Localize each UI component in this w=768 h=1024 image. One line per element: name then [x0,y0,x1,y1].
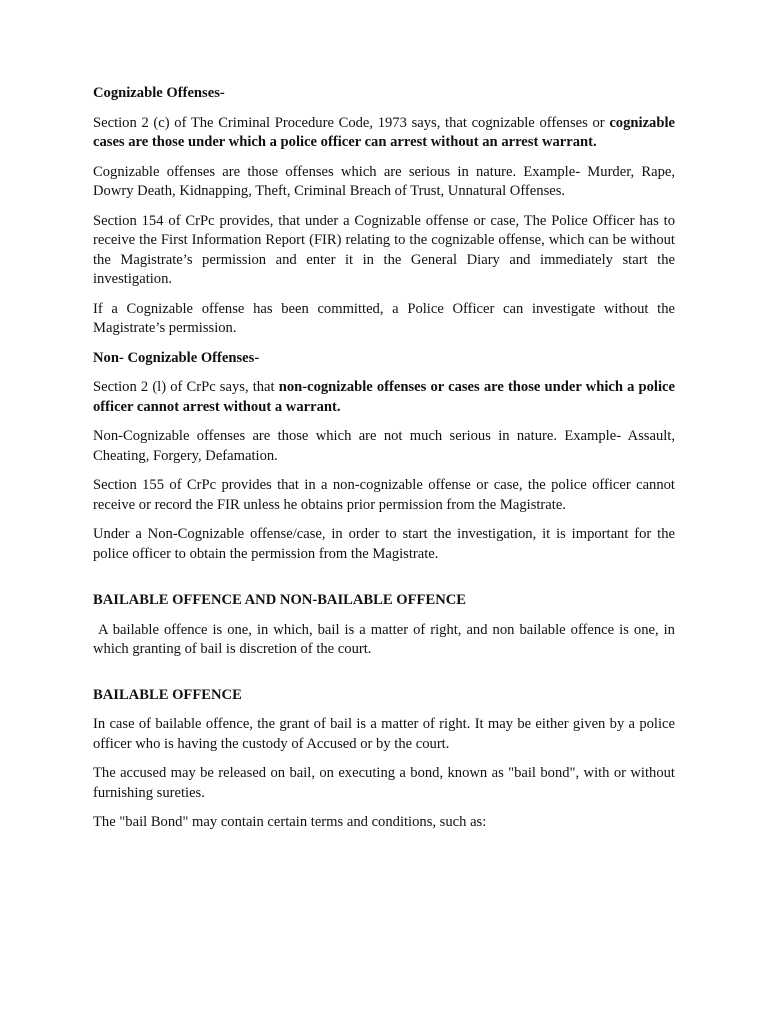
bailable-vs-non-bailable-heading: BAILABLE OFFENCE AND NON-BAILABLE OFFENCE [93,592,467,608]
cognizable-investigation-paragraph: If a Cognizable offense has been committed, a Police Officer can investigate without the Magistrate’s permission. [93,300,675,336]
bailable-vs-non-bailable-paragraph: A bailable offence is one, in which, bail is a matter of right, and non bailable offence is one, in which granting of bail is discretion of the court. [93,621,679,657]
non-cognizable-heading: Non- Cognizable Offenses- [93,349,260,366]
bail-bond-paragraph: The accused may be released on bail, on executing a bond, known as "bail bond", with or without furnishing sureties. [93,765,675,801]
bailable-grant-paragraph: In case of bailable offence, the grant of bail is a matter of right. It may be either given by a police officer who is having the custody of Accused or by the court. [93,716,675,752]
cognizable-nature-paragraph: Cognizable offenses are those offenses which are serious in nature. Example- Murder, Rape, Dowry Death, Kidnapping, Theft, Criminal Breach of Trust, Unnatural Offenses. [93,163,675,199]
non-cognizable-investigation-paragraph: Under a Non-Cognizable offense/case, in order to start the investigation, it is important for the police officer to obtain the permission from the Magistrate. [93,526,675,562]
non-cognizable-definition-bold: non-cognizable offenses or cases are those under which a police officer cannot arrest without a warrant. [93,379,675,415]
non-cognizable-definition-text: Section 2 (l) of CrPc says, that [93,379,279,395]
cognizable-heading: Cognizable Offenses- [93,85,225,101]
bailable-offence-heading: BAILABLE OFFENCE [93,686,242,703]
cognizable-definition-bold: cognizable cases are those under which a police officer can arrest without an arrest warrant. [93,114,675,150]
section-154-paragraph: Section 154 of CrPc provides, that under a Cognizable offense or case, The Police Officer has to receive the First Information Report (FIR) relating to the cognizable offense, which can be without the Magistrate’s permission and enter it in the General Diary and immediately start the investigation. [93,212,675,287]
section-155-paragraph: Section 155 of CrPc provides that in a non-cognizable offense or case, the police officer cannot receive or record the FIR unless he obtains prior permission from the Magistrate. [93,477,675,513]
cognizable-definition-paragraph [93,114,675,153]
non-cognizable-nature-paragraph: Non-Cognizable offenses are those which are not much serious in nature. Example- Assault, Cheating, Forgery, Defamation. [93,428,675,464]
cognizable-definition-text: Section 2 (c) of The Criminal Procedure Code, 1973 says, that cognizable offenses or [93,114,610,131]
bail-bond-conditions-paragraph: The "bail Bond" may contain certain terms and conditions, such as: [93,814,487,830]
non-cognizable-definition-paragraph [93,378,675,417]
